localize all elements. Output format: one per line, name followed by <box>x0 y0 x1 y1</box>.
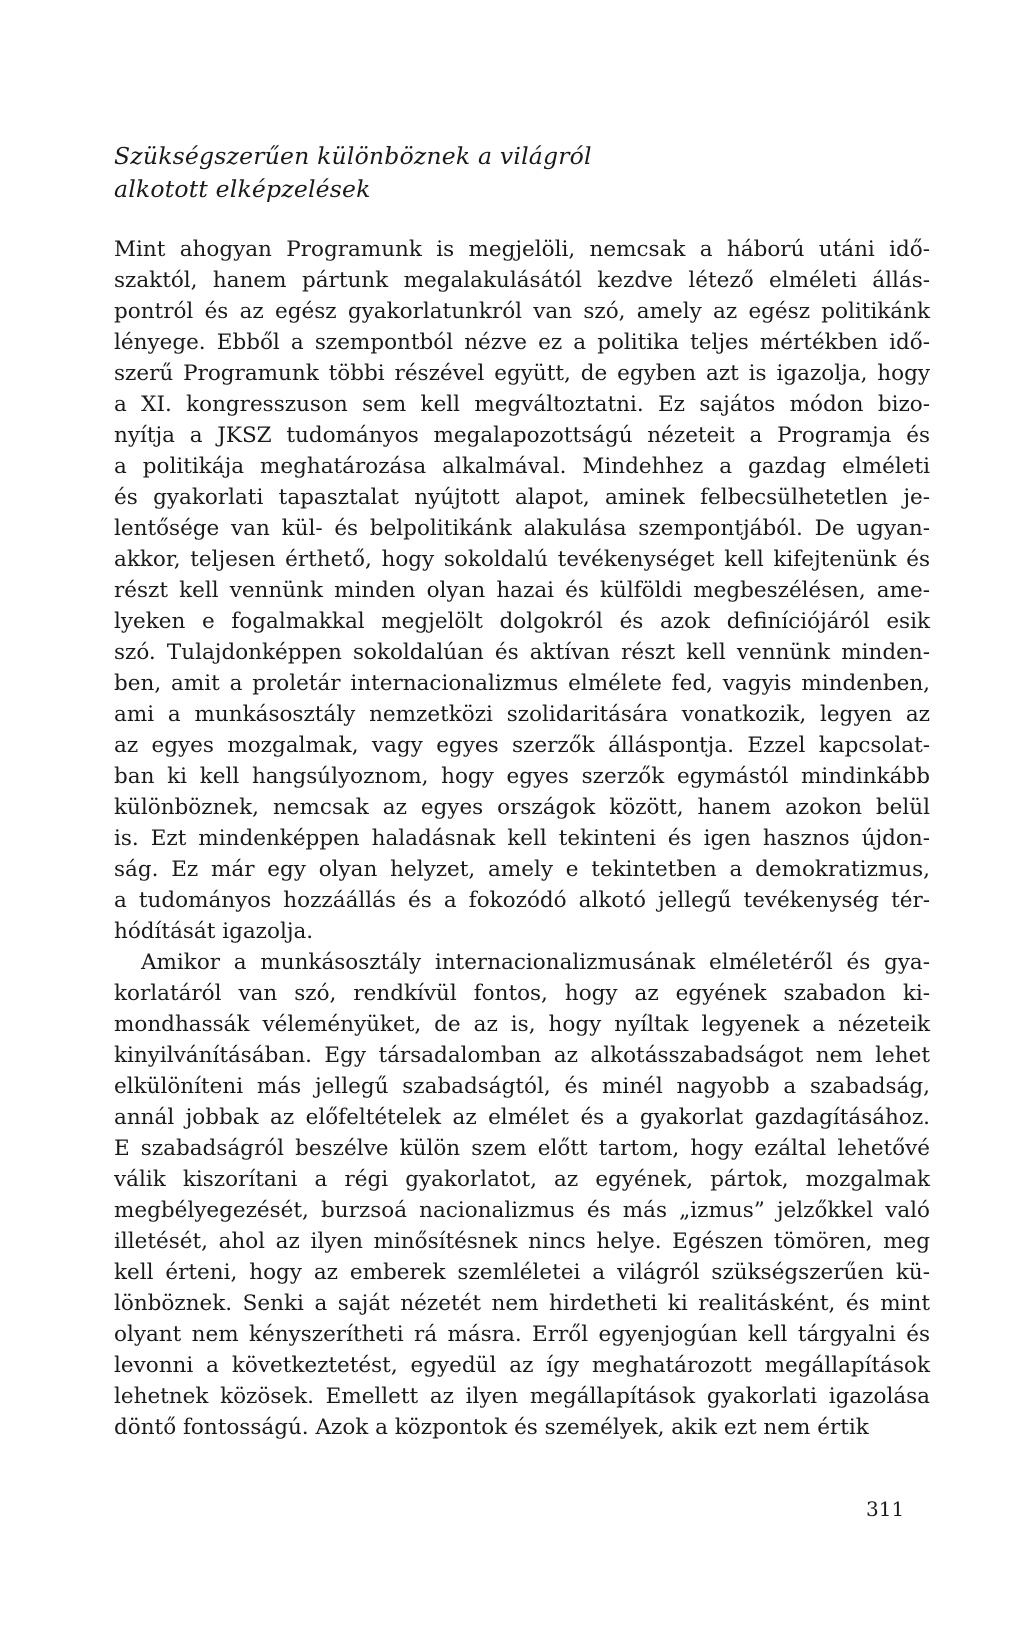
text-line: lentősége van kül- és belpolitikánk alakulása szempontjából. De ugyan- <box>114 516 930 541</box>
text-line: olyant nem kényszerítheti rá másra. Erről egyenjogúan kell tárgyalni és <box>114 1322 930 1347</box>
text-line: megbélyegezését, burzsoá nacionalizmus és más „izmus” jelzőkkel való <box>114 1198 930 1223</box>
text-line: akkor, teljesen érthető, hogy sokoldalú tevékenységet kell kifejtenünk és <box>114 547 930 572</box>
text-line: pontról és az egész gyakorlatunkról van szó, amely az egész politikánk <box>114 299 930 324</box>
text-line: Mint ahogyan Programunk is megjelöli, nemcsak a háború utáni idő- <box>114 237 930 262</box>
text-line: illetését, ahol az ilyen minősítésnek nincs helye. Egészen tömören, meg <box>114 1229 930 1254</box>
text-line: szerű Programunk többi részével együtt, de egyben azt is igazolja, hogy <box>114 361 930 386</box>
page-body <box>114 140 930 1443</box>
text-line: lényege. Ebből a szempontból nézve ez a politika teljes mértékben idő- <box>114 330 930 355</box>
page-number: 311 <box>866 1497 905 1521</box>
text-line: elkülöníteni más jellegű szabadságtól, és minél nagyobb a szabadság, <box>114 1074 930 1099</box>
text-line: mondhassák véleményüket, de az is, hogy nyíltak legyenek a nézeteik <box>114 1012 930 1037</box>
text-line: válik kiszorítani a régi gyakorlatot, az egyének, pártok, mozgalmak <box>114 1167 930 1192</box>
text-line: korlatáról van szó, rendkívül fontos, hogy az egyének szabadon ki- <box>114 981 930 1006</box>
text-line: ami a munkásosztály nemzetközi szolidaritására vonatkozik, legyen az <box>114 702 930 727</box>
section-heading-line-1: Szükségszerűen különböznek a világról <box>114 142 592 170</box>
paragraph-1 <box>114 234 930 947</box>
text-line: lehetnek közösek. Emellett az ilyen megállapítások gyakorlati igazolása <box>114 1384 930 1409</box>
text-line: hódítását igazolja. <box>114 919 314 944</box>
text-line: ság. Ez már egy olyan helyzet, amely e tekintetben a demokratizmus, <box>114 857 930 882</box>
text-line: különböznek, nemcsak az egyes országok között, hanem azokon belül <box>114 795 930 820</box>
text-line: levonni a következtetést, egyedül az így meghatározott megállapítások <box>114 1353 930 1378</box>
text-line: ben, amit a proletár internacionalizmus elmélete fed, vagyis mindenben, <box>114 671 930 696</box>
text-line: döntő fontosságú. Azok a központok és személyek, akik ezt nem értik <box>114 1415 869 1440</box>
text-line: részt kell vennünk minden olyan hazai és külföldi megbeszélésen, ame- <box>114 578 930 603</box>
text-line: is. Ezt mindenképpen haladásnak kell tekinteni és igen hasznos újdon- <box>114 826 930 851</box>
section-heading <box>114 140 930 206</box>
text-line: a tudományos hozzáállás és a fokozódó alkotó jellegű tevékenység tér- <box>114 888 930 913</box>
text-line: és gyakorlati tapasztalat nyújtott alapot, aminek felbecsülhetetlen je- <box>114 485 930 510</box>
text-line: annál jobbak az előfeltételek az elmélet és a gyakorlat gazdagításához. <box>114 1105 930 1130</box>
text-line: ban ki kell hangsúlyoznom, hogy egyes szerzők egymástól mindinkább <box>114 764 930 789</box>
text-line: a politikája meghatározása alkalmával. Mindehhez a gazdag elméleti <box>114 454 930 479</box>
text-line: szaktól, hanem pártunk megalakulásától kezdve létező elméleti állás- <box>114 268 930 293</box>
text-line: kinyilvánításában. Egy társadalomban az alkotásszabadságot nem lehet <box>114 1043 930 1068</box>
section-heading-line-2: alkotott elképzelések <box>114 175 371 203</box>
text-line: Amikor a munkásosztály internacionalizmusának elméletéről és gya- <box>141 950 930 975</box>
paragraph-2 <box>114 947 930 1443</box>
text-line: kell érteni, hogy az emberek szemléletei a világról szükségszerűen kü- <box>114 1260 930 1285</box>
text-line: lönböznek. Senki a saját nézetét nem hirdetheti ki realitásként, és mint <box>114 1291 930 1316</box>
text-line: nyítja a JKSZ tudományos megalapozottságú nézeteit a Programja és <box>114 423 930 448</box>
text-line: lyeken e fogalmakkal megjelölt dolgokról és azok definíciójáról esik <box>114 609 930 634</box>
text-line: az egyes mozgalmak, vagy egyes szerzők álláspontja. Ezzel kapcsolat- <box>114 733 930 758</box>
text-line: a XI. kongresszuson sem kell megváltoztatni. Ez sajátos módon bizo- <box>114 392 930 417</box>
text-line: szó. Tulajdonképpen sokoldalúan és aktívan részt kell vennünk minden- <box>114 640 930 665</box>
text-line: E szabadságról beszélve külön szem előtt tartom, hogy ezáltal lehetővé <box>114 1136 930 1161</box>
